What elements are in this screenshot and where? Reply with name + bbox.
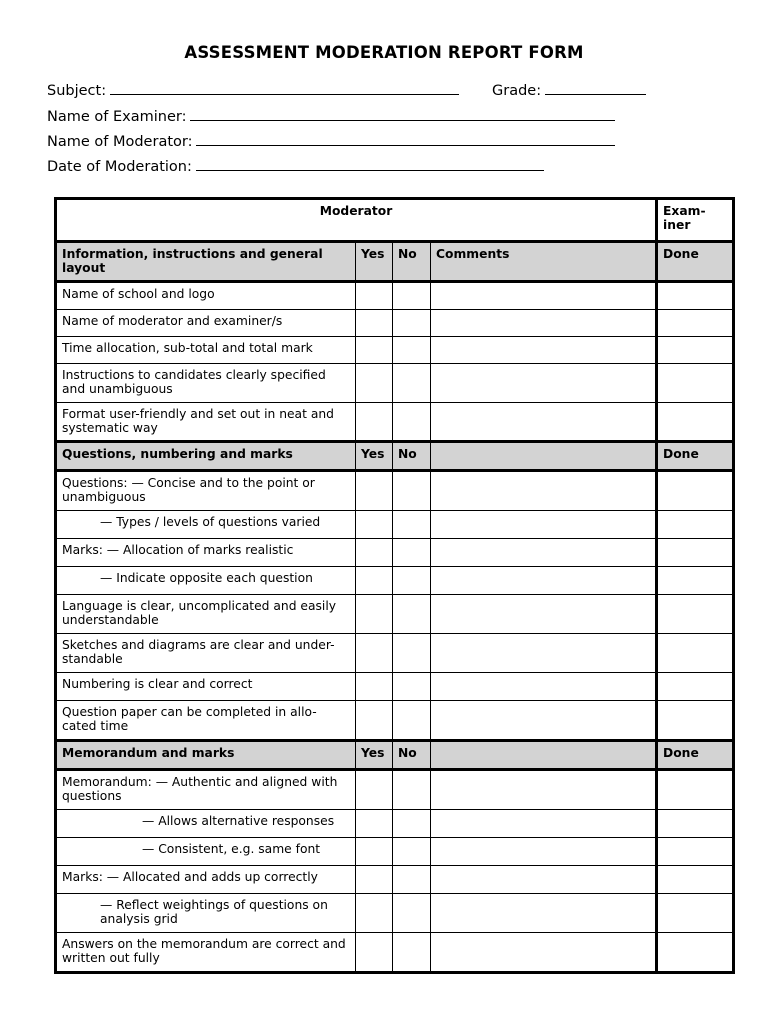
criterion-label: — Reflect weightings of questions on analysis grid (56, 894, 356, 933)
criterion-label: Memorandum: — Authentic and aligned with questions (56, 770, 356, 810)
comments-cell[interactable] (431, 866, 657, 894)
table-row (56, 933, 734, 973)
no-cell[interactable] (393, 511, 431, 539)
no-cell[interactable] (393, 810, 431, 838)
no-cell[interactable] (393, 403, 431, 442)
yes-cell[interactable] (356, 673, 393, 701)
comments-cell[interactable] (431, 701, 657, 741)
no-cell[interactable] (393, 471, 431, 511)
section-header-row (56, 242, 734, 282)
criterion-label: Instructions to candidates clearly specified and unambiguous (56, 364, 356, 403)
comments-cell[interactable] (431, 337, 657, 364)
comments-header (431, 741, 657, 770)
comments-cell[interactable] (431, 634, 657, 673)
table-row (56, 539, 734, 567)
no-cell[interactable] (393, 894, 431, 933)
examiner-label: Name of Examiner: (47, 109, 187, 125)
comments-cell[interactable] (431, 673, 657, 701)
table-row (56, 673, 734, 701)
yes-cell[interactable] (356, 337, 393, 364)
done-cell[interactable] (657, 511, 734, 539)
yes-cell[interactable] (356, 810, 393, 838)
comments-cell[interactable] (431, 403, 657, 442)
examiner-header: Exam- iner (657, 199, 734, 242)
comments-cell[interactable] (431, 567, 657, 595)
section-title: Information, instructions and general layout (56, 242, 356, 282)
yes-cell[interactable] (356, 471, 393, 511)
grade-field[interactable] (492, 79, 646, 99)
no-cell[interactable] (393, 539, 431, 567)
table-row (56, 471, 734, 511)
no-cell[interactable] (393, 770, 431, 810)
moderator-label: Name of Moderator: (47, 134, 193, 150)
table-row (56, 894, 734, 933)
grade-label: Grade: (492, 83, 542, 99)
moderator-header: Moderator (56, 199, 657, 242)
grade-input-line[interactable] (545, 79, 646, 95)
no-cell[interactable] (393, 364, 431, 403)
yes-cell[interactable] (356, 933, 393, 973)
criterion-label: Numbering is clear and correct (56, 673, 356, 701)
criterion-label: Format user-friendly and set out in neat and systematic way (56, 403, 356, 442)
criterion-label: Name of school and logo (56, 282, 356, 310)
no-cell[interactable] (393, 337, 431, 364)
yes-header: Yes (356, 442, 393, 471)
yes-cell[interactable] (356, 894, 393, 933)
yes-cell[interactable] (356, 310, 393, 337)
no-cell[interactable] (393, 567, 431, 595)
done-cell[interactable] (657, 770, 734, 810)
comments-cell[interactable] (431, 770, 657, 810)
done-cell[interactable] (657, 567, 734, 595)
comments-cell[interactable] (431, 511, 657, 539)
section-title: Memorandum and marks (56, 741, 356, 770)
comments-header (431, 442, 657, 471)
criterion-label: Name of moderator and examiner/s (56, 310, 356, 337)
yes-cell[interactable] (356, 539, 393, 567)
no-header: No (393, 242, 431, 282)
criterion-label: — Consistent, e.g. same font (56, 838, 356, 866)
section-title: Questions, numbering and marks (56, 442, 356, 471)
table-row (56, 310, 734, 337)
yes-cell[interactable] (356, 511, 393, 539)
yes-cell[interactable] (356, 634, 393, 673)
comments-cell[interactable] (431, 310, 657, 337)
comments-cell[interactable] (431, 364, 657, 403)
yes-cell[interactable] (356, 866, 393, 894)
yes-cell[interactable] (356, 364, 393, 403)
section-header-row (56, 442, 734, 471)
criterion-label: Answers on the memorandum are correct and written out fully (56, 933, 356, 973)
table-row (56, 595, 734, 634)
table-row (56, 838, 734, 866)
done-header: Done (657, 242, 734, 282)
moderation-table (54, 197, 735, 974)
criterion-label: — Allows alternative responses (56, 810, 356, 838)
table-row (56, 364, 734, 403)
criterion-label: Marks: — Allocated and adds up correctly (56, 866, 356, 894)
no-cell[interactable] (393, 673, 431, 701)
comments-cell[interactable] (431, 810, 657, 838)
examiner-input-line[interactable] (190, 105, 615, 121)
table-row (56, 701, 734, 741)
subject-input-line[interactable] (110, 79, 459, 95)
yes-header: Yes (356, 741, 393, 770)
yes-cell[interactable] (356, 282, 393, 310)
table-row (56, 770, 734, 810)
done-cell[interactable] (657, 894, 734, 933)
comments-cell[interactable] (431, 933, 657, 973)
table-row (56, 866, 734, 894)
done-cell[interactable] (657, 471, 734, 511)
table-row (56, 511, 734, 539)
criterion-label: Question paper can be completed in allo-cated time (56, 701, 356, 741)
done-cell[interactable] (657, 337, 734, 364)
yes-cell[interactable] (356, 770, 393, 810)
comments-cell[interactable] (431, 838, 657, 866)
comments-cell[interactable] (431, 471, 657, 511)
date-input-line[interactable] (196, 155, 544, 171)
criterion-label: Time allocation, sub-total and total mark (56, 337, 356, 364)
done-cell[interactable] (657, 634, 734, 673)
table-row (56, 337, 734, 364)
table-row (56, 810, 734, 838)
done-cell[interactable] (657, 595, 734, 634)
yes-cell[interactable] (356, 838, 393, 866)
done-cell[interactable] (657, 701, 734, 741)
moderator-field[interactable] (47, 130, 615, 150)
no-cell[interactable] (393, 595, 431, 634)
yes-cell[interactable] (356, 595, 393, 634)
no-cell[interactable] (393, 838, 431, 866)
examiner-field[interactable] (47, 105, 615, 125)
criterion-label: — Types / levels of questions varied (56, 511, 356, 539)
done-cell[interactable] (657, 539, 734, 567)
table-row (56, 634, 734, 673)
done-cell[interactable] (657, 282, 734, 310)
yes-cell[interactable] (356, 567, 393, 595)
criterion-label: Sketches and diagrams are clear and under-standable (56, 634, 356, 673)
comments-cell[interactable] (431, 282, 657, 310)
yes-cell[interactable] (356, 701, 393, 741)
no-cell[interactable] (393, 310, 431, 337)
comments-cell[interactable] (431, 539, 657, 567)
done-cell[interactable] (657, 810, 734, 838)
yes-header: Yes (356, 242, 393, 282)
criterion-label: Marks: — Allocation of marks realistic (56, 539, 356, 567)
moderator-input-line[interactable] (196, 130, 615, 146)
comments-header: Comments (431, 242, 657, 282)
done-header: Done (657, 741, 734, 770)
done-cell[interactable] (657, 673, 734, 701)
done-header: Done (657, 442, 734, 471)
comments-cell[interactable] (431, 595, 657, 634)
date-field[interactable] (47, 155, 544, 175)
no-cell[interactable] (393, 701, 431, 741)
done-cell[interactable] (657, 364, 734, 403)
criterion-label: Questions: — Concise and to the point or unambiguous (56, 471, 356, 511)
done-cell[interactable] (657, 866, 734, 894)
no-cell[interactable] (393, 634, 431, 673)
table-row (56, 403, 734, 442)
done-cell[interactable] (657, 933, 734, 973)
header-row (56, 199, 734, 242)
done-cell[interactable] (657, 403, 734, 442)
done-cell[interactable] (657, 310, 734, 337)
criterion-label: — Indicate opposite each question (56, 567, 356, 595)
subject-label: Subject: (47, 83, 107, 99)
done-cell[interactable] (657, 838, 734, 866)
no-cell[interactable] (393, 282, 431, 310)
no-header: No (393, 741, 431, 770)
comments-cell[interactable] (431, 894, 657, 933)
subject-field[interactable] (47, 79, 459, 99)
form-title: ASSESSMENT MODERATION REPORT FORM (184, 43, 584, 62)
table-row (56, 282, 734, 310)
date-label: Date of Moderation: (47, 159, 192, 175)
no-cell[interactable] (393, 866, 431, 894)
no-header: No (393, 442, 431, 471)
no-cell[interactable] (393, 933, 431, 973)
section-header-row (56, 741, 734, 770)
criterion-label: Language is clear, uncomplicated and easily understandable (56, 595, 356, 634)
table-row (56, 567, 734, 595)
yes-cell[interactable] (356, 403, 393, 442)
